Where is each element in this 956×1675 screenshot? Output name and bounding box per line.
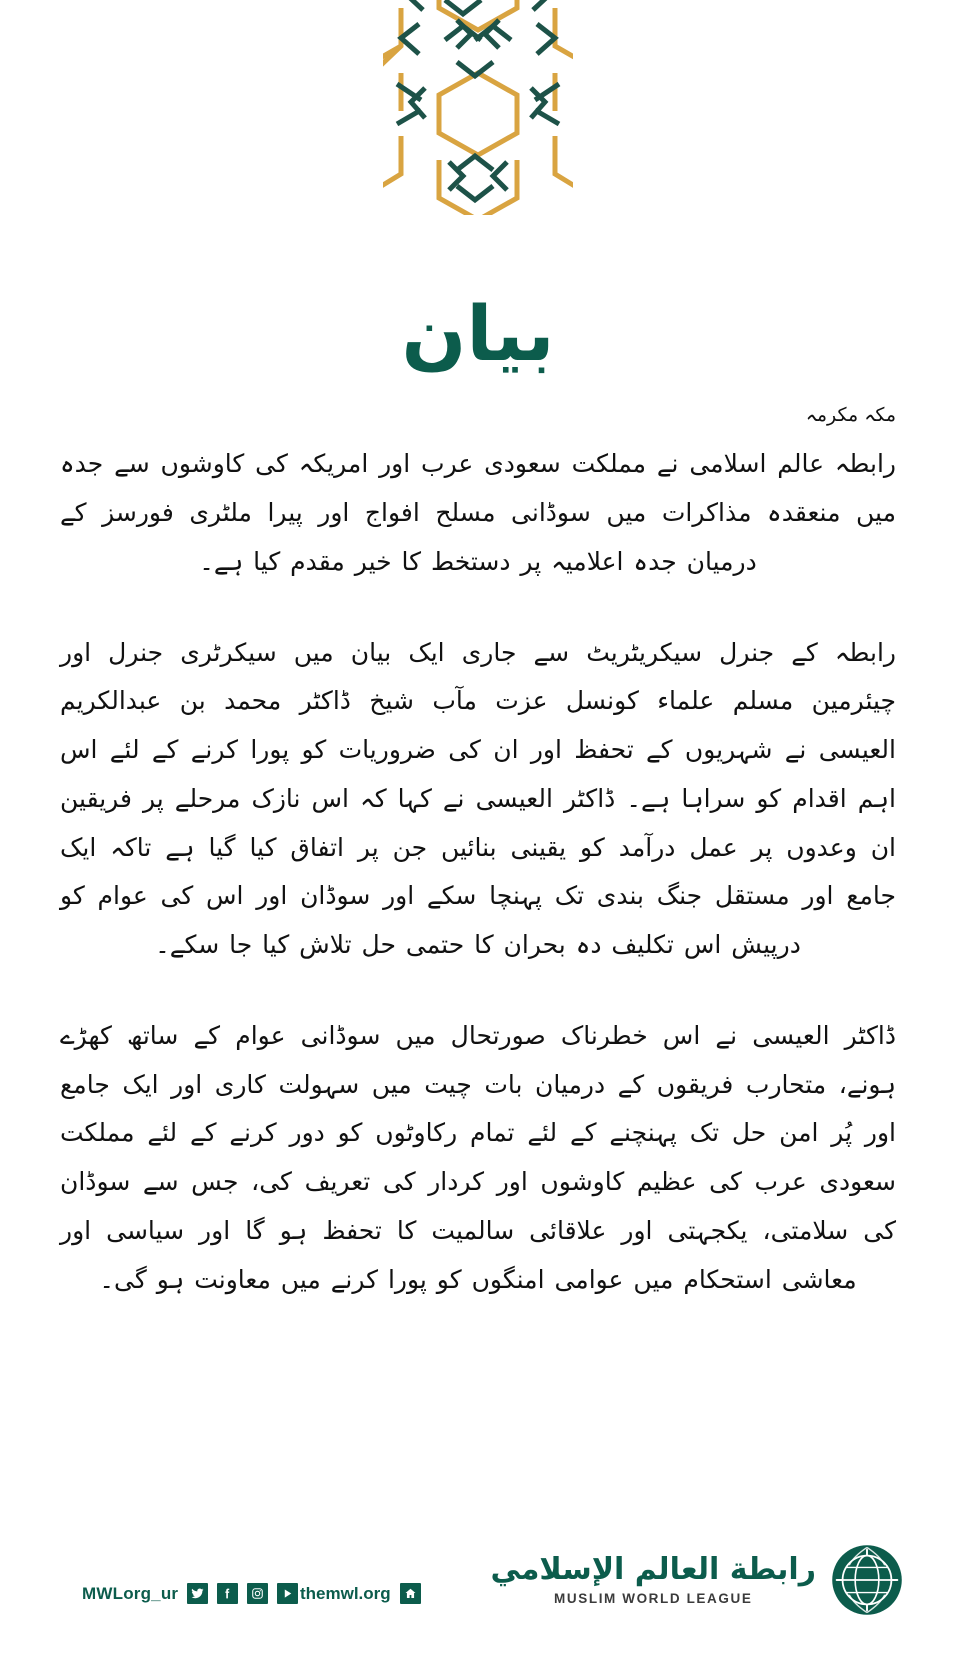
social-links — [82, 1583, 298, 1604]
youtube-icon[interactable] — [277, 1583, 298, 1604]
mwl-logo — [491, 1543, 905, 1617]
paragraph-2: رابطہ کے جنرل سیکریٹریٹ سے جاری ایک بیان میں سیکرٹری جنرل اور چیئرمین مسلم علماء کونسل عزت مآب شیخ ڈاکٹر محمد بن عبدالکریم العیسی نے شہریوں کے تحفظ اور ان کی ضروریات کو پورا کرنے کے لئے اس اہم اقدام کو سراہا ہے۔ ڈاکٹر العیسی نے کہا کہ اس نازک مرحلے پر فریقین ان وعدوں پر عمل درآمد کو یقینی بنائیں جن پر اتفاق کیا گیا ہے تاکہ ایک جامع اور مستقل جنگ بندی تک پہنچا سکے اور سوڈان اور اس کی عوام کو درپیش اس تکلیف دہ بحران کا حتمی حل تلاش کیا جا سکے۔ — [60, 637, 896, 960]
header-ornament — [0, 0, 956, 215]
islamic-geometric-pattern-icon — [383, 0, 573, 215]
paragraph-1: رابطہ عالم اسلامی نے مملکت سعودی عرب اور امریکہ کی کاوشوں سے جدہ میں منعقدہ مذاکرات میں سوڈانی مسلح افواج اور پیرا ملٹری فورسز کے درمیان جدہ اعلامیہ پر دستخط کا خیر مقدم کیا ہے۔ — [60, 449, 896, 576]
website-label: themwl.org — [300, 1583, 391, 1603]
home-icon[interactable] — [400, 1583, 421, 1604]
mwl-logo-text — [490, 1551, 817, 1606]
mwl-logo-arabic: رابطة العالم الإسلامي — [490, 1551, 816, 1587]
social-handle: MWLorg_ur — [82, 1583, 179, 1603]
twitter-icon[interactable] — [187, 1583, 208, 1604]
website-link[interactable] — [300, 1583, 421, 1604]
paragraph-3: ڈاکٹر العیسی نے اس خطرناک صورتحال میں سوڈانی عوام کے ساتھ کھڑے ہونے، متحارب فریقوں کے درمیان بات چیت میں سہولت کاری اور ایک جامع اور پُر امن حل تک پہنچنے کے لئے تمام رکاوٹوں کو دور کرنے کے لئے مملکت سعودی عرب کی عظیم کاوشوں اور کردار کی تعریف کی، جس سے سوڈان کی سلامتی، یکجہتی اور علاقائی سالمیت کا تحفظ ہو گا اور سیاسی اور معاشی استحکام میں عوامی امنگوں کو پورا کرنے میں معاونت ہو گی۔ — [60, 1020, 896, 1294]
mwl-logo-english: MUSLIM WORLD LEAGUE — [554, 1590, 753, 1606]
footer — [0, 1525, 956, 1675]
statement-body — [60, 400, 896, 1304]
facebook-icon[interactable] — [217, 1583, 238, 1604]
page-title: بیان — [401, 288, 555, 378]
globe-emblem-icon — [830, 1543, 904, 1617]
instagram-icon[interactable] — [247, 1583, 268, 1604]
dateline: مکہ مکرمہ — [805, 404, 896, 426]
